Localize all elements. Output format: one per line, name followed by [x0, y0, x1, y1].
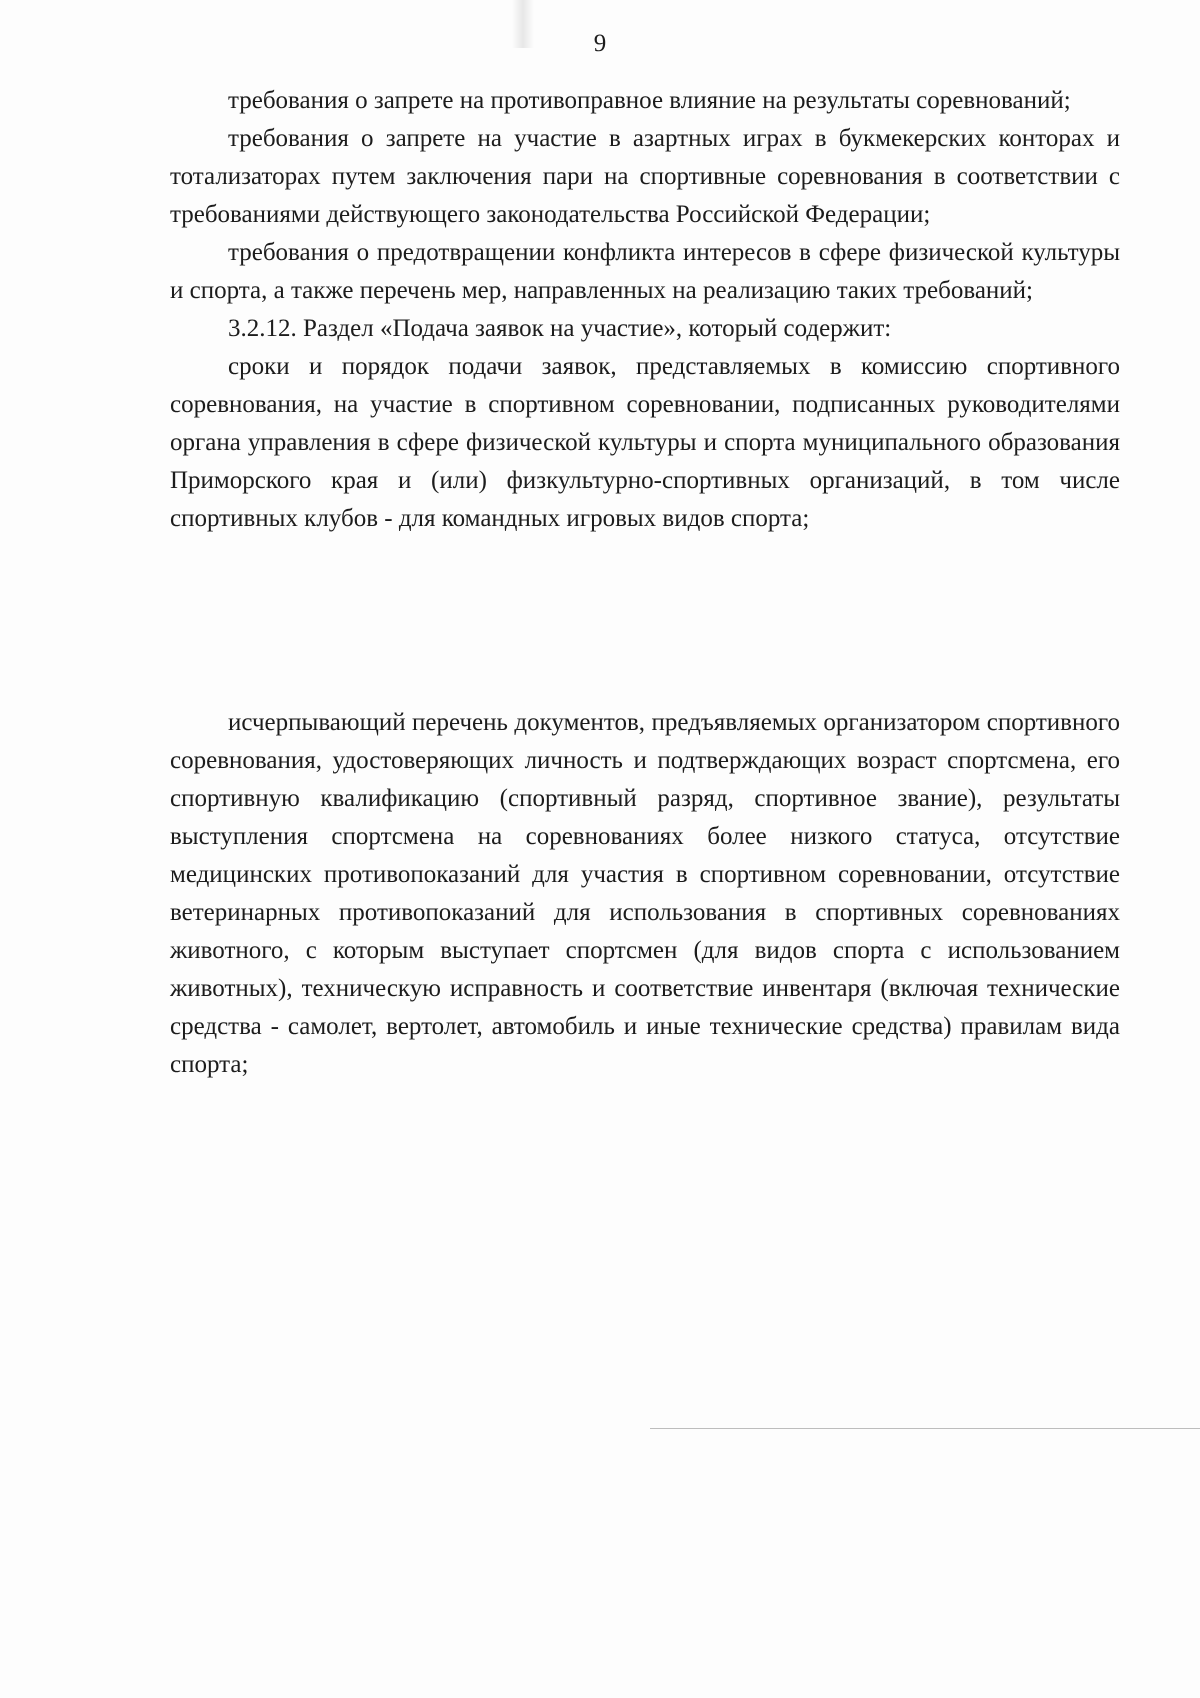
- text-block-lower: [170, 704, 1120, 1084]
- paragraph-gambling-ban: требования о запрете на участие в азартных играх в букмекерских конторах и тотализаторах путем заключения пари на спортивные соревнования в соответствии с требованиями действующего законодательства Российской Федерации;: [170, 125, 1120, 228]
- paragraph-application-deadlines: сроки и порядок подачи заявок, представляемых в комиссию спортивного соревнования, на участие в спортивном соревновании, подписанных руководителями органа управления в сфере физической культуры и спорта муниципального образования Приморского края и (или) физкультурно-спортивных организаций, в том числе спортивных клубов - для командных игровых видов спорта;: [170, 353, 1120, 532]
- paragraph-influence-ban: требования о запрете на противоправное влияние на результаты соревнований;: [228, 87, 1071, 114]
- section-heading-3-2-12: 3.2.12. Раздел «Подача заявок на участие», который содержит:: [228, 315, 892, 342]
- paragraph-required-documents: исчерпывающий перечень документов, предъявляемых организатором спортивного соревнования, удостоверяющих личность и подтверждающих возраст спортсмена, его спортивную квалификацию (спортивный разряд, спортивное звание), результаты выступления спортсмена на соревнованиях более низкого статуса, отсутствие медицинских противопоказаний для участия в спортивном соревновании, отсутствие ветеринарных противопоказаний для использования в спортивных соревнованиях животного, с которым выступает спортсмен (для видов спорта с использованием животных), техническую исправность и соответствие инвентаря (включая технические средства - самолет, вертолет, автомобиль и иные технические средства) правилам вида спорта;: [170, 709, 1120, 1078]
- text-block-upper: [170, 82, 1120, 538]
- paragraph-conflict-of-interest: требования о предотвращении конфликта интересов в сфере физической культуры и спорта, а также перечень мер, направленных на реализацию таких требований;: [170, 239, 1120, 304]
- page-number: 9: [593, 30, 607, 57]
- scan-rule-line: [650, 1428, 1200, 1429]
